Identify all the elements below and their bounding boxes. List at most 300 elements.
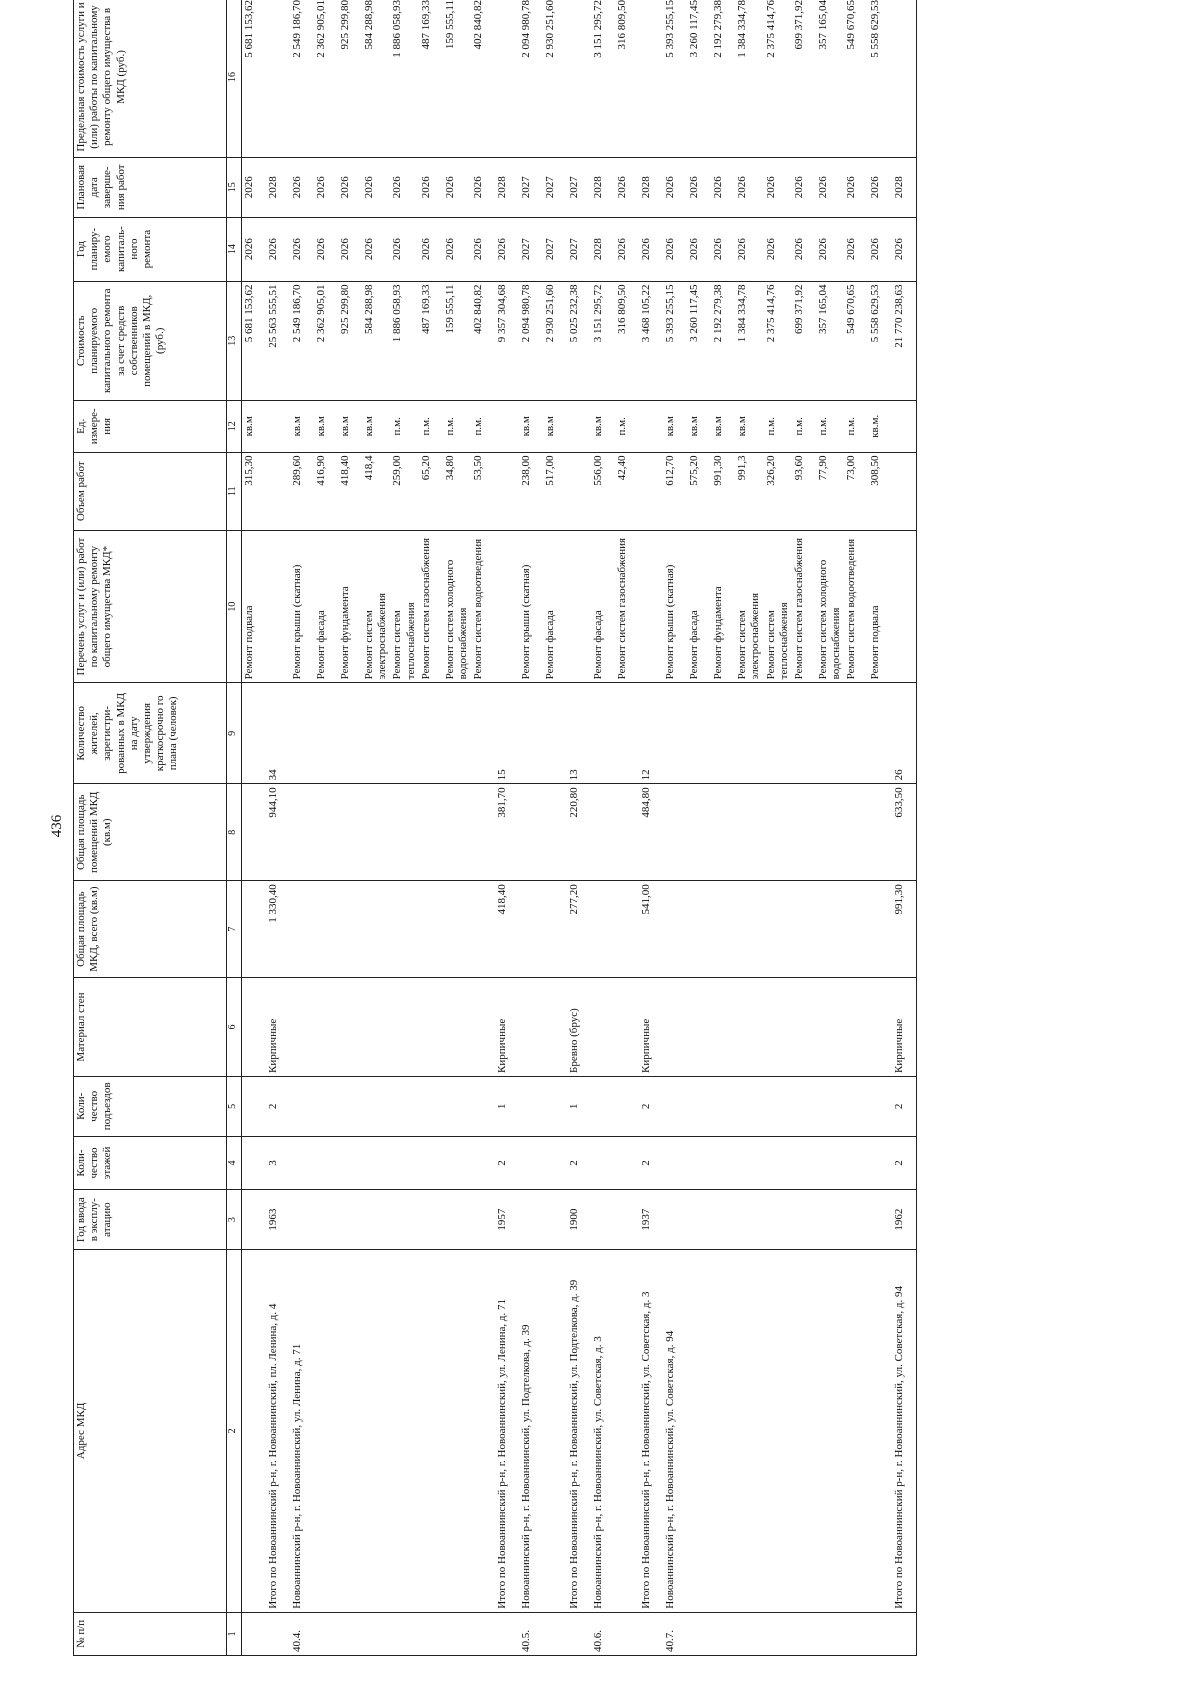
cell-work-volume — [567, 452, 591, 530]
cell-premises-area — [443, 784, 471, 881]
cell-completion-date: 2028 — [266, 157, 290, 217]
column-header: Объем работ — [74, 452, 227, 530]
cell-work-type — [495, 530, 519, 683]
cell-total-area — [390, 881, 418, 978]
cell-total-area — [687, 881, 711, 978]
cell-commission-year — [711, 1190, 735, 1250]
cell-floors — [816, 1136, 844, 1190]
cell-planned-cost: 3 468 105,22 — [639, 281, 663, 401]
cell-work-volume — [639, 452, 663, 530]
column-header: Год планиру-емого капиталь-ного ремонта — [74, 217, 227, 281]
cell-entrances — [290, 1076, 314, 1136]
cell-residents — [242, 683, 267, 784]
cell-max-cost: 3 151 295,72 — [591, 0, 615, 157]
cell-row-number: 40.5. — [519, 1612, 543, 1655]
cell-work-volume: 77,90 — [816, 452, 844, 530]
cell-work-volume: 991,3 — [735, 452, 763, 530]
cell-unit: кв.м — [663, 401, 687, 453]
cell-max-cost: 402 840,82 — [471, 0, 495, 157]
cell-row-number — [816, 1612, 844, 1655]
cell-wall-material — [314, 978, 338, 1077]
cell-repair-year: 2026 — [663, 217, 687, 281]
cell-row-number — [471, 1612, 495, 1655]
cell-row-number — [615, 1612, 639, 1655]
cell-floors: 2 — [495, 1136, 519, 1190]
cell-unit: п.м. — [844, 401, 868, 453]
cell-floors: 2 — [892, 1136, 917, 1190]
column-number: 9 — [227, 683, 242, 784]
cell-repair-year: 2026 — [844, 217, 868, 281]
cell-completion-date: 2028 — [591, 157, 615, 217]
cell-unit — [266, 401, 290, 453]
cell-work-type: Ремонт фасада — [314, 530, 338, 683]
cell-wall-material — [519, 978, 543, 1077]
cell-row-number — [242, 1612, 267, 1655]
column-number: 7 — [227, 881, 242, 978]
cell-planned-cost: 584 288,98 — [362, 281, 390, 401]
cell-unit: п.м. — [615, 401, 639, 453]
cell-address — [816, 1250, 844, 1613]
cell-commission-year — [471, 1190, 495, 1250]
cell-completion-date: 2026 — [443, 157, 471, 217]
cell-unit: п.м. — [764, 401, 792, 453]
column-number: 15 — [227, 157, 242, 217]
cell-row-number — [792, 1612, 816, 1655]
cell-repair-year: 2026 — [687, 217, 711, 281]
cell-address — [711, 1250, 735, 1613]
column-number: 13 — [227, 281, 242, 401]
cell-max-cost: 2 192 279,38 — [711, 0, 735, 157]
cell-max-cost: 357 165,04 — [816, 0, 844, 157]
cell-work-volume: 34,80 — [443, 452, 471, 530]
cell-completion-date: 2028 — [495, 157, 519, 217]
cell-entrances: 2 — [639, 1076, 663, 1136]
cell-premises-area: 633,50 — [892, 784, 917, 881]
cell-work-volume: 991,30 — [711, 452, 735, 530]
cell-address: Итого по Новоаннинский р-н, г. Новоаннинский, ул. Подтелкова, д. 39 — [567, 1250, 591, 1613]
cell-max-cost: 2 375 414,76 — [764, 0, 792, 157]
cell-work-type: Ремонт фундамента — [338, 530, 362, 683]
column-header: Плановая дата заверше-ния работ — [74, 157, 227, 217]
cell-max-cost: 1 886 058,93 — [390, 0, 418, 157]
cell-total-area — [471, 881, 495, 978]
cell-entrances — [868, 1076, 892, 1136]
column-number: 10 — [227, 530, 242, 683]
table-row — [687, 0, 711, 1656]
capital-repair-table — [73, 0, 917, 1656]
cell-premises-area — [419, 784, 443, 881]
cell-commission-year — [443, 1190, 471, 1250]
cell-repair-year: 2026 — [764, 217, 792, 281]
cell-premises-area: 944,10 — [266, 784, 290, 881]
cell-planned-cost: 1 886 058,93 — [390, 281, 418, 401]
cell-planned-cost: 2 362 905,01 — [314, 281, 338, 401]
cell-residents — [591, 683, 615, 784]
cell-total-area — [443, 881, 471, 978]
table-header — [74, 0, 242, 1656]
cell-work-type: Ремонт подвала — [868, 530, 892, 683]
cell-floors — [338, 1136, 362, 1190]
cell-entrances — [663, 1076, 687, 1136]
cell-floors — [868, 1136, 892, 1190]
cell-premises-area — [591, 784, 615, 881]
cell-floors — [471, 1136, 495, 1190]
cell-address — [792, 1250, 816, 1613]
cell-row-number: 40.7. — [663, 1612, 687, 1655]
cell-repair-year: 2026 — [868, 217, 892, 281]
table-row — [362, 0, 390, 1656]
cell-address — [615, 1250, 639, 1613]
cell-max-cost: 2 094 980,78 — [519, 0, 543, 157]
table-body — [242, 0, 917, 1656]
cell-work-type: Ремонт систем газоснабжения — [792, 530, 816, 683]
column-number: 1 — [227, 1612, 242, 1655]
cell-total-area: 1 330,40 — [266, 881, 290, 978]
cell-entrances: 2 — [266, 1076, 290, 1136]
cell-planned-cost: 159 555,11 — [443, 281, 471, 401]
cell-completion-date: 2026 — [471, 157, 495, 217]
cell-address — [735, 1250, 763, 1613]
cell-work-type: Ремонт систем водоотведения — [471, 530, 495, 683]
cell-entrances — [519, 1076, 543, 1136]
cell-work-type: Ремонт систем электроснабжения — [735, 530, 763, 683]
cell-commission-year — [816, 1190, 844, 1250]
cell-completion-date: 2027 — [567, 157, 591, 217]
cell-work-volume: 238,00 — [519, 452, 543, 530]
cell-unit: кв.м — [711, 401, 735, 453]
cell-floors — [735, 1136, 763, 1190]
cell-address — [868, 1250, 892, 1613]
cell-address — [338, 1250, 362, 1613]
cell-work-volume — [266, 452, 290, 530]
cell-completion-date: 2028 — [639, 157, 663, 217]
cell-total-area: 277,20 — [567, 881, 591, 978]
cell-wall-material — [711, 978, 735, 1077]
cell-wall-material — [844, 978, 868, 1077]
cell-max-cost — [639, 0, 663, 157]
cell-commission-year — [868, 1190, 892, 1250]
cell-max-cost: 487 169,33 — [419, 0, 443, 157]
cell-row-number — [543, 1612, 567, 1655]
table-row — [419, 0, 443, 1656]
page-number: 436 — [49, 814, 65, 838]
cell-residents — [338, 683, 362, 784]
cell-residents — [419, 683, 443, 784]
cell-floors — [615, 1136, 639, 1190]
column-header: Стоимость планируемого капитального ремонта за счет средств собственников помещений в МКД, (руб.) — [74, 281, 227, 401]
cell-unit: кв.м — [735, 401, 763, 453]
cell-floors — [792, 1136, 816, 1190]
cell-completion-date: 2026 — [290, 157, 314, 217]
cell-unit: п.м. — [390, 401, 418, 453]
cell-max-cost: 5 558 629,53 — [868, 0, 892, 157]
cell-residents — [390, 683, 418, 784]
cell-total-area — [663, 881, 687, 978]
cell-planned-cost: 316 809,50 — [615, 281, 639, 401]
cell-planned-cost: 549 670,65 — [844, 281, 868, 401]
cell-repair-year: 2026 — [639, 217, 663, 281]
cell-work-type — [639, 530, 663, 683]
cell-wall-material — [687, 978, 711, 1077]
cell-max-cost: 3 260 117,45 — [687, 0, 711, 157]
cell-residents — [687, 683, 711, 784]
table-row — [471, 0, 495, 1656]
cell-wall-material — [471, 978, 495, 1077]
cell-residents — [868, 683, 892, 784]
cell-entrances — [390, 1076, 418, 1136]
cell-commission-year — [362, 1190, 390, 1250]
cell-work-type: Ремонт систем теплоснабжения — [390, 530, 418, 683]
cell-entrances: 2 — [892, 1076, 917, 1136]
column-header: Общая площадь МКД, всего (кв.м) — [74, 881, 227, 978]
cell-floors — [419, 1136, 443, 1190]
table-row — [735, 0, 763, 1656]
cell-unit — [567, 401, 591, 453]
table-row — [443, 0, 471, 1656]
cell-residents — [711, 683, 735, 784]
cell-row-number — [495, 1612, 519, 1655]
cell-residents — [663, 683, 687, 784]
column-number: 6 — [227, 978, 242, 1077]
cell-work-volume: 612,70 — [663, 452, 687, 530]
table-row — [242, 0, 267, 1656]
column-header: Материал стен — [74, 978, 227, 1077]
cell-repair-year: 2026 — [314, 217, 338, 281]
cell-repair-year: 2028 — [591, 217, 615, 281]
cell-row-number: 40.6. — [591, 1612, 615, 1655]
cell-row-number — [711, 1612, 735, 1655]
cell-floors — [663, 1136, 687, 1190]
column-header: Общая площадь помещений МКД (кв.м) — [74, 784, 227, 881]
cell-row-number — [687, 1612, 711, 1655]
cell-entrances — [419, 1076, 443, 1136]
cell-work-type: Ремонт систем газоснабжения — [419, 530, 443, 683]
cell-residents — [471, 683, 495, 784]
cell-completion-date: 2028 — [892, 157, 917, 217]
cell-unit: кв.м — [687, 401, 711, 453]
cell-unit: п.м. — [792, 401, 816, 453]
cell-floors — [290, 1136, 314, 1190]
cell-repair-year: 2026 — [443, 217, 471, 281]
cell-completion-date: 2026 — [663, 157, 687, 217]
cell-wall-material — [362, 978, 390, 1077]
cell-address — [844, 1250, 868, 1613]
cell-unit — [495, 401, 519, 453]
column-header: Год ввода в эксплу-атацию — [74, 1190, 227, 1250]
cell-commission-year — [687, 1190, 711, 1250]
cell-entrances — [543, 1076, 567, 1136]
cell-row-number — [338, 1612, 362, 1655]
cell-commission-year — [543, 1190, 567, 1250]
cell-unit: кв.м — [290, 401, 314, 453]
cell-address — [471, 1250, 495, 1613]
cell-commission-year: 1900 — [567, 1190, 591, 1250]
cell-address — [390, 1250, 418, 1613]
cell-entrances: 1 — [567, 1076, 591, 1136]
cell-wall-material — [663, 978, 687, 1077]
cell-premises-area — [615, 784, 639, 881]
total-row — [567, 0, 591, 1656]
cell-commission-year — [764, 1190, 792, 1250]
cell-repair-year: 2027 — [543, 217, 567, 281]
cell-planned-cost: 5 025 232,38 — [567, 281, 591, 401]
cell-address — [443, 1250, 471, 1613]
cell-work-volume: 418,40 — [338, 452, 362, 530]
cell-wall-material — [735, 978, 763, 1077]
cell-planned-cost: 25 563 555,51 — [266, 281, 290, 401]
cell-floors — [844, 1136, 868, 1190]
cell-completion-date: 2026 — [711, 157, 735, 217]
cell-completion-date: 2026 — [242, 157, 267, 217]
cell-premises-area — [663, 784, 687, 881]
cell-premises-area — [687, 784, 711, 881]
cell-commission-year — [390, 1190, 418, 1250]
cell-residents — [816, 683, 844, 784]
cell-premises-area — [711, 784, 735, 881]
cell-total-area: 418,40 — [495, 881, 519, 978]
cell-wall-material — [816, 978, 844, 1077]
cell-total-area — [242, 881, 267, 978]
cell-commission-year — [314, 1190, 338, 1250]
cell-address: Итого по Новоаннинский р-н, г. Новоаннинский, ул. Ленина, д. 71 — [495, 1250, 519, 1613]
cell-address: Новоаннинский р-н, г. Новоаннинский, ул. Подтелкова, д. 39 — [519, 1250, 543, 1613]
cell-work-volume: 73,00 — [844, 452, 868, 530]
cell-premises-area — [314, 784, 338, 881]
cell-work-volume: 416,90 — [314, 452, 338, 530]
cell-work-type: Ремонт систем холодного водоснабжения — [443, 530, 471, 683]
cell-completion-date: 2026 — [338, 157, 362, 217]
column-header: Адрес МКД — [74, 1250, 227, 1613]
cell-unit: кв.м. — [868, 401, 892, 453]
cell-floors — [711, 1136, 735, 1190]
cell-work-type — [892, 530, 917, 683]
cell-row-number — [443, 1612, 471, 1655]
cell-row-number — [266, 1612, 290, 1655]
cell-row-number — [362, 1612, 390, 1655]
cell-wall-material — [764, 978, 792, 1077]
cell-address: Новоаннинский р-н, г. Новоаннинский, ул. Ленина, д. 71 — [290, 1250, 314, 1613]
cell-planned-cost: 357 165,04 — [816, 281, 844, 401]
cell-residents — [314, 683, 338, 784]
cell-commission-year: 1962 — [892, 1190, 917, 1250]
cell-repair-year: 2026 — [495, 217, 519, 281]
cell-max-cost: 5 393 255,15 — [663, 0, 687, 157]
cell-floors: 2 — [567, 1136, 591, 1190]
cell-floors — [390, 1136, 418, 1190]
cell-total-area: 991,30 — [892, 881, 917, 978]
table-row — [844, 0, 868, 1656]
column-header: Предельная стоимость услуги и (или) работы по капитальному ремонту общего имущества в МКД (руб.) — [74, 0, 227, 157]
cell-repair-year: 2026 — [338, 217, 362, 281]
cell-total-area — [543, 881, 567, 978]
cell-work-type: Ремонт систем водоотведения — [844, 530, 868, 683]
cell-entrances — [471, 1076, 495, 1136]
cell-completion-date: 2026 — [314, 157, 338, 217]
cell-wall-material — [615, 978, 639, 1077]
cell-work-type: Ремонт систем электроснабжения — [362, 530, 390, 683]
cell-planned-cost: 5 681 153,62 — [242, 281, 267, 401]
cell-row-number — [844, 1612, 868, 1655]
table-row — [543, 0, 567, 1656]
cell-completion-date: 2026 — [419, 157, 443, 217]
cell-address: Новоаннинский р-н, г. Новоаннинский, ул. Советская, д. 94 — [663, 1250, 687, 1613]
cell-planned-cost: 925 299,80 — [338, 281, 362, 401]
cell-repair-year: 2026 — [290, 217, 314, 281]
cell-total-area — [868, 881, 892, 978]
cell-unit: п.м. — [816, 401, 844, 453]
cell-work-type: Ремонт фасада — [543, 530, 567, 683]
cell-work-volume: 53,50 — [471, 452, 495, 530]
cell-work-type: Ремонт систем газоснабжения — [615, 530, 639, 683]
cell-max-cost: 159 555,11 — [443, 0, 471, 157]
cell-wall-material — [591, 978, 615, 1077]
table-row — [290, 0, 314, 1656]
cell-commission-year — [338, 1190, 362, 1250]
cell-total-area: 541,00 — [639, 881, 663, 978]
column-number: 16 — [227, 0, 242, 157]
cell-wall-material — [868, 978, 892, 1077]
column-number: 2 — [227, 1250, 242, 1613]
table-row — [314, 0, 338, 1656]
cell-address — [687, 1250, 711, 1613]
cell-work-type: Ремонт фасада — [591, 530, 615, 683]
cell-premises-area — [844, 784, 868, 881]
cell-unit — [639, 401, 663, 453]
cell-wall-material: Кирпичные — [639, 978, 663, 1077]
cell-residents: 34 — [266, 683, 290, 784]
cell-repair-year: 2026 — [266, 217, 290, 281]
cell-premises-area: 484,80 — [639, 784, 663, 881]
cell-wall-material — [419, 978, 443, 1077]
cell-repair-year: 2026 — [816, 217, 844, 281]
cell-residents: 15 — [495, 683, 519, 784]
cell-wall-material — [543, 978, 567, 1077]
cell-completion-date: 2026 — [362, 157, 390, 217]
cell-wall-material — [443, 978, 471, 1077]
cell-residents — [290, 683, 314, 784]
cell-work-volume: 65,20 — [419, 452, 443, 530]
cell-total-area — [290, 881, 314, 978]
cell-completion-date: 2027 — [519, 157, 543, 217]
cell-premises-area — [868, 784, 892, 881]
cell-entrances — [591, 1076, 615, 1136]
cell-planned-cost: 21 770 238,63 — [892, 281, 917, 401]
cell-repair-year: 2026 — [615, 217, 639, 281]
cell-address: Итого по Новоаннинский р-н, г. Новоаннинский, ул. Советская, д. 94 — [892, 1250, 917, 1613]
cell-floors — [314, 1136, 338, 1190]
cell-planned-cost: 3 260 117,45 — [687, 281, 711, 401]
header-row — [74, 0, 227, 1656]
cell-floors: 2 — [639, 1136, 663, 1190]
column-header: Перечень услуг и (или) работ по капитальному ремонту общего имущества МКД* — [74, 530, 227, 683]
cell-unit: кв.м — [519, 401, 543, 453]
cell-repair-year: 2026 — [892, 217, 917, 281]
column-number: 12 — [227, 401, 242, 453]
cell-commission-year — [792, 1190, 816, 1250]
cell-work-volume: 517,00 — [543, 452, 567, 530]
cell-entrances — [711, 1076, 735, 1136]
cell-work-volume: 308,50 — [868, 452, 892, 530]
cell-completion-date: 2026 — [735, 157, 763, 217]
cell-max-cost: 2 930 251,60 — [543, 0, 567, 157]
cell-commission-year — [844, 1190, 868, 1250]
table-row — [338, 0, 362, 1656]
cell-max-cost: 549 670,65 — [844, 0, 868, 157]
cell-address — [764, 1250, 792, 1613]
cell-address — [242, 1250, 267, 1613]
cell-total-area — [338, 881, 362, 978]
cell-work-type: Ремонт систем холодного водоснабжения — [816, 530, 844, 683]
